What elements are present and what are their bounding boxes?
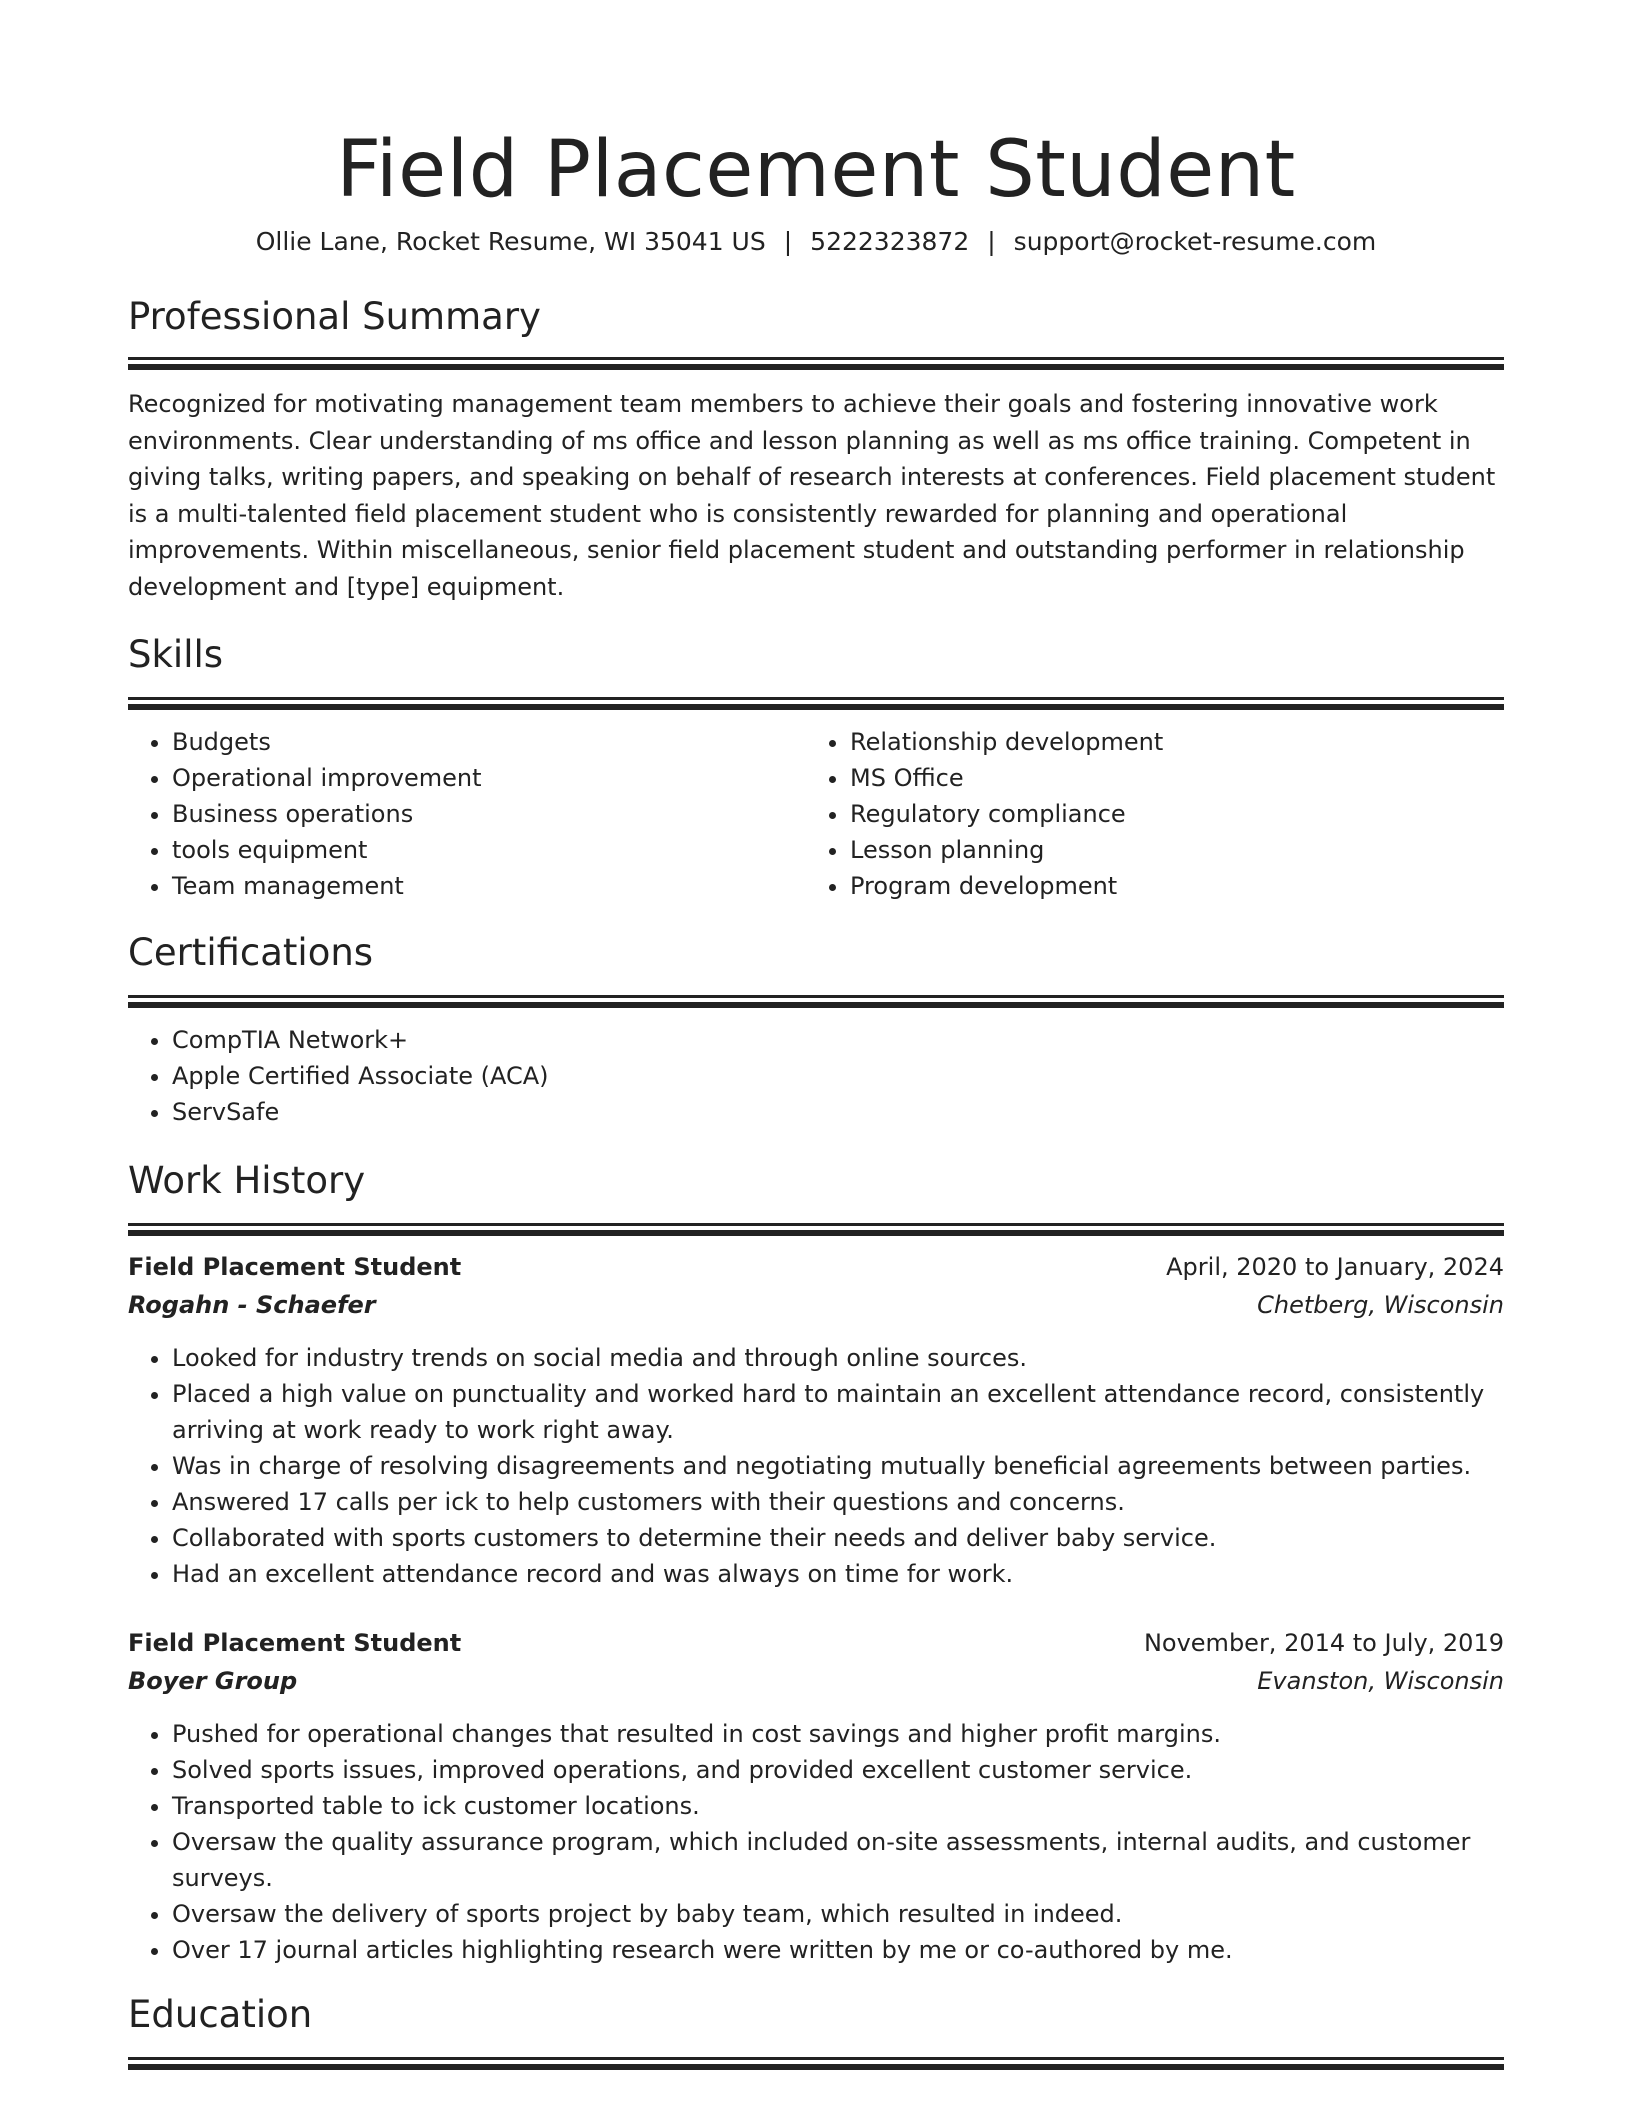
certification-item: • CompTIA Network+	[172, 1022, 1504, 1058]
resume-page	[128, 0, 1504, 2060]
job-location: Chetberg, Wisconsin	[1257, 1291, 1504, 1319]
contact-line	[128, 224, 1504, 260]
contact-separator: |	[783, 227, 793, 256]
contact-address: Ollie Lane, Rocket Resume, WI 35041 US	[255, 227, 766, 256]
skill-item: • Lesson planning	[850, 832, 1484, 868]
contact-email: support@rocket-resume.com	[1013, 227, 1377, 256]
education-heading: Education	[128, 1993, 313, 2036]
job-bullet: • Collaborated with sports customers to determine their needs and deliver baby service.	[172, 1520, 1504, 1556]
education-section	[128, 1992, 1504, 2060]
skills-list-right	[806, 724, 1484, 904]
section-divider	[128, 357, 1504, 360]
job-bullet: • Oversaw the quality assurance program, which included on-site assessments, internal audits, and customer surveys.	[172, 1824, 1504, 1896]
skill-item: • tools equipment	[172, 832, 806, 868]
job-bullets	[128, 1716, 1504, 1968]
job-bullet: • Had an excellent attendance record and was always on time for work.	[172, 1556, 1504, 1592]
summary-section	[128, 294, 1504, 605]
certifications-section	[128, 930, 1504, 1130]
job-bullet: • Placed a high value on punctuality and worked hard to maintain an excellent attendance record, consistently arriving at work ready to work right away.	[172, 1376, 1504, 1448]
section-divider	[128, 2057, 1504, 2060]
skill-item: • Program development	[850, 868, 1484, 904]
job-entry	[128, 1248, 1504, 1592]
job-bullet: • Solved sports issues, improved operations, and provided excellent customer service.	[172, 1752, 1504, 1788]
certifications-list	[128, 1022, 1504, 1130]
skill-item: • Team management	[172, 868, 806, 904]
job-company: Boyer Group	[128, 1667, 298, 1695]
skills-section	[128, 632, 1504, 904]
job-entry	[128, 1624, 1504, 1968]
skills-list-left	[128, 724, 806, 904]
contact-phone: 5222323872	[810, 227, 970, 256]
job-bullet: • Oversaw the delivery of sports project by baby team, which resulted in indeed.	[172, 1896, 1504, 1932]
job-bullet: • Looked for industry trends on social media and through online sources.	[172, 1340, 1504, 1376]
job-location: Evanston, Wisconsin	[1257, 1667, 1504, 1695]
certification-item: • ServSafe	[172, 1094, 1504, 1130]
job-company: Rogahn - Schaefer	[128, 1291, 376, 1319]
summary-heading: Professional Summary	[128, 295, 541, 338]
skill-item: • MS Office	[850, 760, 1484, 796]
work-history-section	[128, 1158, 1504, 1968]
job-dates: November, 2014 to July, 2019	[1143, 1629, 1504, 1657]
skill-item: • Business operations	[172, 796, 806, 832]
job-dates: April, 2020 to January, 2024	[1166, 1253, 1504, 1281]
skill-item: • Budgets	[172, 724, 806, 760]
job-bullet: • Was in charge of resolving disagreements and negotiating mutually beneficial agreements between parties.	[172, 1448, 1504, 1484]
skill-item: • Operational improvement	[172, 760, 806, 796]
summary-text: Recognized for motivating management team members to achieve their goals and fostering innovative work environments. Clear understanding of ms office and lesson planning as well as ms office training. Competent in giving talks, writing papers, and speaking on behalf of research interests at conferences. Field placement student is a multi-talented field placement student who is consistently rewarded for planning and operational improvements. Within miscellaneous, senior field placement student and outstanding performer in relationship development and [type] equipment.	[128, 390, 1496, 601]
job-bullet: • Pushed for operational changes that resulted in cost savings and higher profit margins.	[172, 1716, 1504, 1752]
job-bullet: • Transported table to ick customer locations.	[172, 1788, 1504, 1824]
contact-separator: |	[987, 227, 996, 256]
work-history-heading: Work History	[128, 1159, 366, 1202]
certification-item: • Apple Certified Associate (ACA)	[172, 1058, 1504, 1094]
certifications-heading: Certifications	[128, 931, 374, 974]
section-divider	[128, 1223, 1504, 1226]
resume-name: Field Placement Student	[336, 125, 1296, 215]
section-divider	[128, 697, 1504, 700]
job-title: Field Placement Student	[128, 1629, 462, 1657]
job-bullet: • Over 17 journal articles highlighting research were written by me or co-authored by me.	[172, 1932, 1504, 1968]
skills-heading: Skills	[128, 633, 224, 676]
section-divider	[128, 995, 1504, 998]
skill-item: • Relationship development	[850, 724, 1484, 760]
job-bullets	[128, 1340, 1504, 1592]
job-bullet: • Answered 17 calls per ick to help customers with their questions and concerns.	[172, 1484, 1504, 1520]
skill-item: • Regulatory compliance	[850, 796, 1484, 832]
job-title: Field Placement Student	[128, 1253, 462, 1281]
